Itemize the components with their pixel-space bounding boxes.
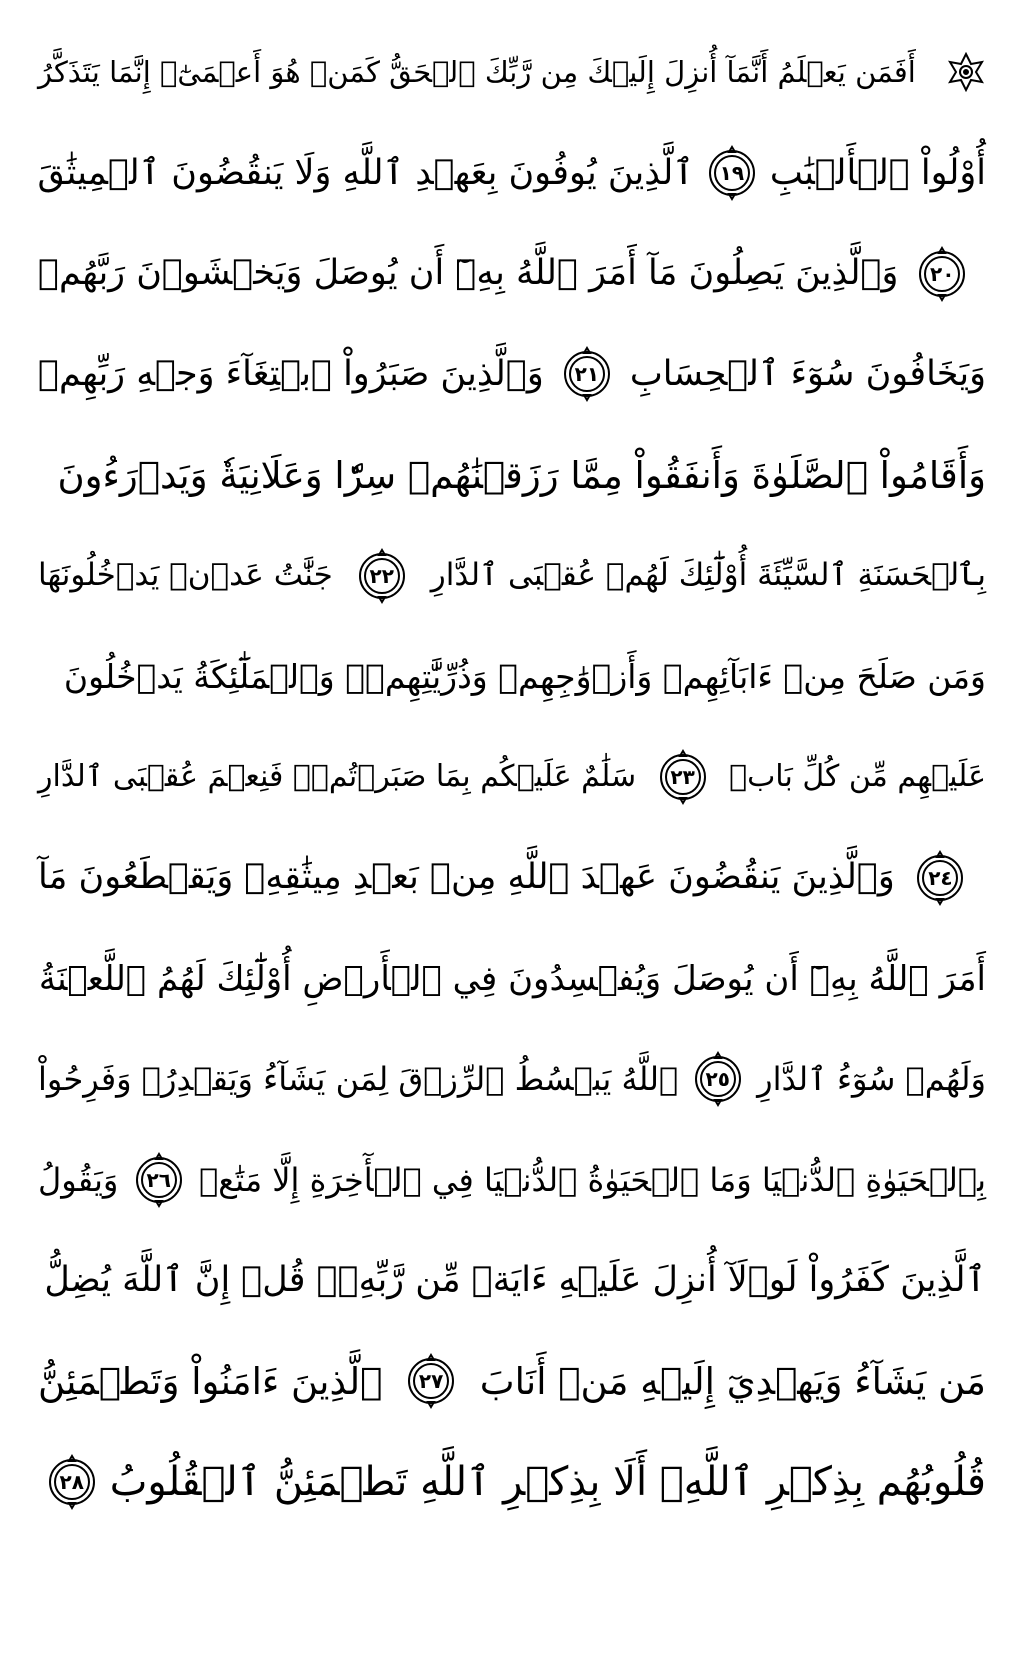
ayah-number: ٢٦ <box>146 1167 171 1192</box>
verse-text: ٱلَّذِينَ كَفَرُواْ لَوۡلَآ أُنزِلَ عَلَيۡهِ ءَايَةٞ مِّن رَّبِّهِۦۗ قُلۡ إِنَّ ٱللَّهَ يُضِلُّ <box>44 1260 986 1301</box>
verse-text: أَفَمَن يَعۡلَمُ أَنَّمَآ أُنزِلَ إِلَيۡكَ مِن رَّبِّكَ ٱلۡحَقُّ كَمَنۡ هُوَ أَعۡمَىٰٓۚ إِنَّمَا يَتَذَكَّرُ <box>38 54 916 89</box>
verse-text: جَنَّٰتُ عَدۡنٖ يَدۡخُلُونَهَا <box>38 557 333 594</box>
text-line-9 <box>38 828 986 929</box>
ayah-number: ٢٥ <box>705 1067 730 1092</box>
verse-text: عَلَيۡهِم مِّن كُلِّ بَابٖ <box>729 759 986 795</box>
verse-text: بِٱلۡحَيَوٰةِ ٱلدُّنۡيَا وَمَا ٱلۡحَيَوٰةُ ٱلدُّنۡيَا فِي ٱلۡأٓخِرَةِ إِلَّا مَتَٰعٞ <box>199 1160 986 1199</box>
verse-text: وَأَقَامُواْ ٱلصَّلَوٰةَ وَأَنفَقُواْ مِمَّا رَزَقۡنَٰهُمۡ سِرّٗا وَعَلَانِيَةٗ وَيَدۡرَءُونَ <box>57 453 986 497</box>
ayah-end-marker-26 <box>131 1152 187 1208</box>
verse-text: وَمَن صَلَحَ مِنۡ ءَابَآئِهِمۡ وَأَزۡوَٰجِهِمۡ وَذُرِّيَّٰتِهِمۡۖ وَٱلۡمَلَٰٓئِكَةُ يَدۡخُلُونَ <box>63 656 986 696</box>
text-line-4 <box>38 324 986 425</box>
ayah-end-marker-21 <box>559 346 615 402</box>
ayah-end-marker-24 <box>912 850 968 906</box>
verse-text: أَمَرَ ٱللَّهُ بِهِۦٓ أَن يُوصَلَ وَيُفۡسِدُونَ فِي ٱلۡأَرۡضِ أُوْلَٰٓئِكَ لَهُمُ ٱللَّعۡنَةُ <box>38 958 986 999</box>
ayah-number: ٢٢ <box>369 563 394 588</box>
verse-text: وَٱلَّذِينَ يَصِلُونَ مَآ أَمَرَ ٱللَّهُ بِهِۦٓ أَن يُوصَلَ وَيَخۡشَوۡنَ رَبَّهُمۡ <box>38 253 899 294</box>
ayah-number: ٢٣ <box>670 765 695 790</box>
ayah-end-marker-20 <box>914 246 970 302</box>
ayah-end-marker-23 <box>655 749 711 805</box>
text-line-1 <box>38 22 986 123</box>
text-line-3 <box>38 223 986 324</box>
text-line-11 <box>38 1029 986 1130</box>
text-line-6 <box>38 525 986 626</box>
text-line-15 <box>38 1432 986 1533</box>
ayah-number: ٢٧ <box>418 1369 444 1394</box>
text-line-2 <box>38 123 986 224</box>
verse-text: ٱلَّذِينَ يُوفُونَ بِعَهۡدِ ٱللَّهِ وَلَا يَنقُضُونَ ٱلۡمِيثَٰقَ <box>37 152 694 193</box>
ayah-end-marker-25 <box>690 1051 746 1107</box>
hizb-star-icon <box>946 52 986 92</box>
ayah-end-marker-22 <box>354 548 410 604</box>
text-line-12 <box>38 1130 986 1231</box>
text-line-7 <box>38 626 986 727</box>
verse-text: مَن يَشَآءُ وَيَهۡدِيٓ إِلَيۡهِ مَنۡ أَنَابَ <box>479 1359 986 1403</box>
ayah-number: ٢٠ <box>930 261 955 286</box>
ayah-number: ١٩ <box>719 161 745 186</box>
ayah-number: ٢١ <box>574 362 600 387</box>
mushaf-page <box>38 22 986 1634</box>
text-line-10 <box>38 928 986 1029</box>
ayah-number: ٢٤ <box>928 865 953 890</box>
text-line-14 <box>38 1331 986 1432</box>
ayah-number: ٢٨ <box>59 1469 84 1494</box>
verse-text: وَٱلَّذِينَ يَنقُضُونَ عَهۡدَ ٱللَّهِ مِنۢ بَعۡدِ مِيثَٰقِهِۦ وَيَقۡطَعُونَ مَآ <box>38 857 895 898</box>
verse-text: ٱلَّذِينَ ءَامَنُواْ وَتَطۡمَئِنُّ <box>38 1359 383 1403</box>
verse-text: وَلَهُمۡ سُوٓءُ ٱلدَّارِ <box>757 1060 986 1099</box>
verse-text: أُوْلُواْ ٱلۡأَلۡبَٰبِ <box>769 152 986 193</box>
verse-text: سَلَٰمٌ عَلَيۡكُم بِمَا صَبَرۡتُمۡۚ فَنِعۡمَ عُقۡبَى ٱلدَّارِ <box>38 759 637 795</box>
verse-text: وَيَخَافُونَ سُوٓءَ ٱلۡحِسَابِ <box>629 353 986 394</box>
text-line-5 <box>38 425 986 526</box>
ayah-end-marker-28 <box>44 1454 100 1510</box>
ayah-end-marker-19 <box>704 145 760 201</box>
verse-text: ٱللَّهُ يَبۡسُطُ ٱلرِّزۡقَ لِمَن يَشَآءُ وَيَقۡدِرُۚ وَفَرِحُواْ <box>38 1060 679 1099</box>
text-line-8 <box>38 727 986 828</box>
verse-text: وَيَقُولُ <box>38 1160 119 1199</box>
verse-text: وَٱلَّذِينَ صَبَرُواْ ٱبۡتِغَآءَ وَجۡهِ رَبِّهِمۡ <box>38 353 544 394</box>
text-line-13 <box>38 1230 986 1331</box>
verse-text: قُلُوبُهُم بِذِكۡرِ ٱللَّهِۗ أَلَا بِذِكۡرِ ٱللَّهِ تَطۡمَئِنُّ ٱلۡقُلُوبُ <box>109 1458 986 1505</box>
ayah-end-marker-27 <box>403 1353 459 1409</box>
verse-text: بِٱلۡحَسَنَةِ ٱلسَّيِّئَةَ أُوْلَٰٓئِكَ لَهُمۡ عُقۡبَى ٱلدَّارِ <box>430 557 986 594</box>
